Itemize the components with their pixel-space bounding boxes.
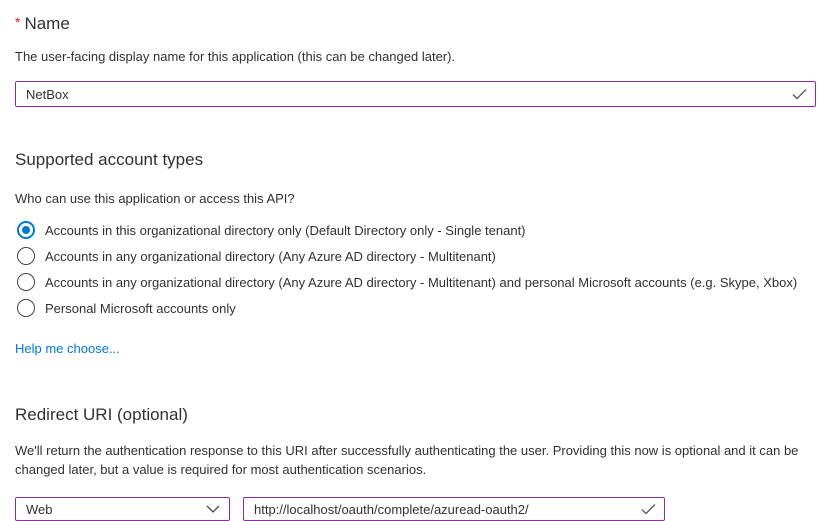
chevron-down-icon	[206, 505, 220, 513]
platform-select-value: Web	[26, 501, 53, 517]
radio-unselected-icon	[17, 247, 35, 265]
name-section-heading	[15, 12, 816, 34]
radio-option-label: Accounts in any organizational directory (Any Azure AD directory - Multitenant) and personal Microsoft accounts (e.g. Skype, Xbox)	[45, 274, 798, 290]
radio-option-multitenant[interactable]	[15, 243, 816, 269]
platform-select-dropdown[interactable]	[15, 497, 230, 521]
radio-option-personal-only[interactable]	[15, 295, 816, 321]
redirect-uri-heading: Redirect URI (optional)	[15, 405, 188, 424]
name-label: Name	[24, 14, 70, 33]
radio-option-single-tenant[interactable]	[15, 217, 816, 243]
name-input[interactable]	[26, 87, 786, 102]
radio-unselected-icon	[17, 273, 35, 291]
help-me-choose-link[interactable]: Help me choose...	[15, 341, 120, 356]
account-types-question: Who can use this application or access this API?	[15, 191, 295, 206]
valid-check-icon	[641, 503, 656, 515]
redirect-uri-row	[15, 497, 816, 521]
radio-option-label: Personal Microsoft accounts only	[45, 300, 236, 316]
account-types-heading: Supported account types	[15, 150, 204, 169]
radio-selected-icon	[17, 221, 35, 239]
name-description: The user-facing display name for this application (this can be changed later).	[15, 49, 456, 64]
radio-option-label: Accounts in this organizational directory only (Default Directory only - Single tenant)	[45, 222, 526, 238]
name-input-box	[15, 81, 816, 107]
uri-input-box	[243, 497, 665, 521]
radio-option-label: Accounts in any organizational directory (Any Azure AD directory - Multitenant)	[45, 248, 496, 264]
radio-unselected-icon	[17, 299, 35, 317]
redirect-uri-input[interactable]	[254, 502, 635, 517]
valid-check-icon	[792, 88, 807, 100]
account-type-radio-group	[15, 217, 816, 321]
required-asterisk: *	[15, 14, 21, 30]
redirect-uri-description: We'll return the authentication response to this URI after successfully authenticating the user. Providing this now is optional and it can be changed later, but a value is required for most authentication scenarios.	[15, 443, 799, 477]
radio-option-multitenant-personal[interactable]	[15, 269, 816, 295]
